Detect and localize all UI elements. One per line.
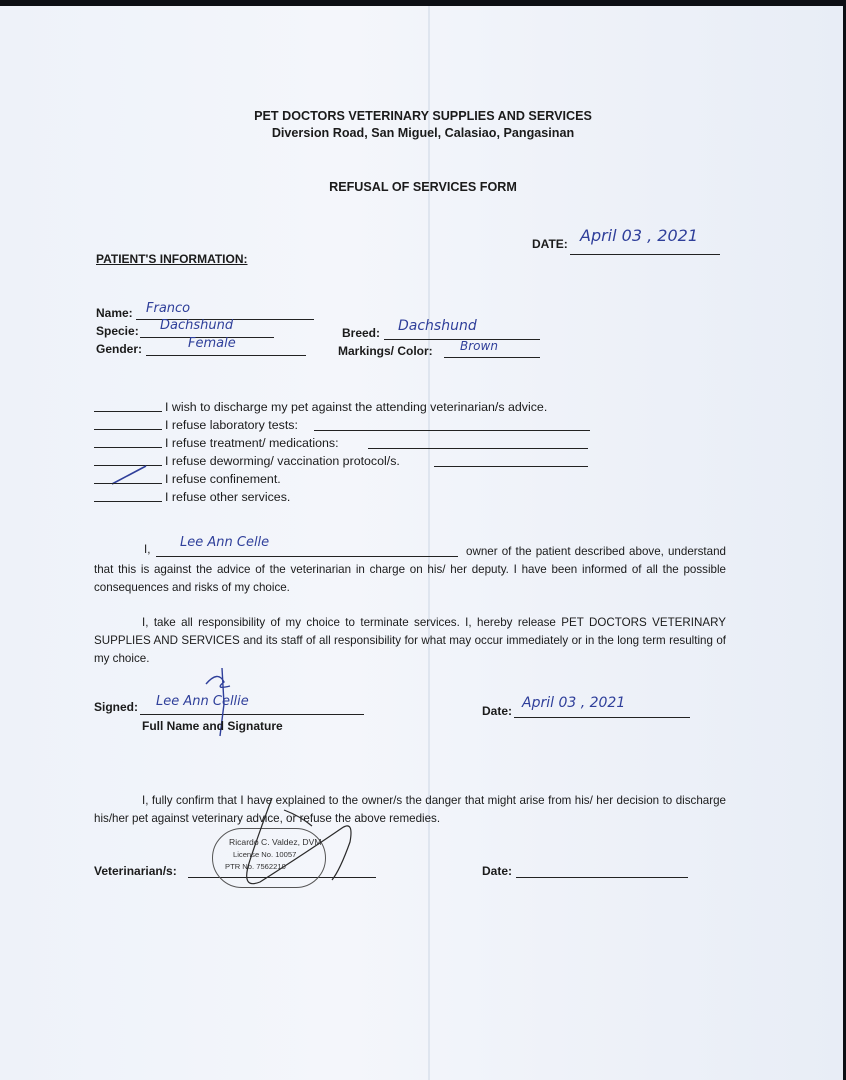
deworming-line [434, 454, 588, 467]
confirmation-paragraph: I, fully confirm that I have explained to the owner/s the danger that might arise from his/ her decision to discharge his/her pet against veterinary advice, or refuse the above remedies. [94, 794, 726, 825]
patient-section-label: PATIENT'S INFORMATION: [96, 252, 248, 266]
specie-label: Specie: [96, 324, 139, 338]
name-value: Franco [146, 301, 191, 316]
signature-date-value: April 03 , 2021 [522, 695, 626, 711]
date-value: April 03 , 2021 [580, 226, 698, 245]
specie-value: Dachshund [160, 318, 234, 333]
signed-value: Lee Ann Cellie [156, 694, 249, 709]
option-discharge: I wish to discharge my pet against the attending veterinarian/s advice. [165, 400, 548, 414]
veterinarian-date-label: Date: [482, 864, 513, 878]
gender-value: Female [188, 336, 236, 351]
owner-name-value: Lee Ann Celle [180, 535, 270, 550]
option-other-services: I refuse other services. [165, 490, 291, 504]
statement-paragraph-2: I, take all responsibility of my choice to terminate services. I, hereby release PET DOCTORS VETERINARY SUPPLIES AND SERVICES and its staff of all responsibility for what may occur immediately or in the long term resulting of my choice. [94, 616, 726, 665]
statement-paragraph-1: owner of the patient described above, understand that this is against the advice of the veterinarian in charge on his/ her deputy. I have been informed of all the possible consequences and risks of my choice. [94, 545, 726, 594]
treatment-line [368, 436, 588, 449]
signed-label: Signed: [94, 700, 138, 714]
option-check-line[interactable] [94, 417, 162, 430]
veterinarian-date-line [516, 865, 688, 878]
markings-value: Brown [460, 339, 498, 353]
option-deworming: I refuse deworming/ vaccination protocol/s. [165, 454, 400, 468]
form-title: REFUSAL OF SERVICES FORM [329, 180, 517, 194]
statement-i: I, [144, 543, 151, 556]
option-confinement: I refuse confinement. [165, 472, 281, 486]
option-check-line[interactable] [94, 489, 162, 502]
breed-label: Breed: [342, 326, 381, 340]
option-treatment: I refuse treatment/ medications: [165, 436, 339, 450]
veterinarian-label: Veterinarian/s: [94, 864, 177, 878]
stamp-name: Ricardo C. Valdez, DVM [229, 837, 322, 847]
org-name: PET DOCTORS VETERINARY SUPPLIES AND SERVICES [254, 109, 592, 123]
gender-label: Gender: [96, 342, 143, 356]
option-check-line[interactable] [94, 435, 162, 448]
option-lab-tests: I refuse laboratory tests: [165, 418, 298, 432]
option-check-line[interactable] [94, 399, 162, 412]
paper-fold [428, 0, 430, 1080]
stamp-license: License No. 10057 [233, 850, 297, 859]
date-label: DATE: [532, 237, 568, 251]
signature-caption: Full Name and Signature [142, 719, 283, 733]
lab-tests-line [314, 418, 590, 431]
markings-label: Markings/ Color: [338, 344, 433, 358]
breed-value: Dachshund [398, 318, 477, 334]
option-check-line[interactable] [94, 471, 162, 484]
name-label: Name: [96, 306, 133, 320]
scan-border-top [0, 0, 846, 6]
org-address: Diversion Road, San Miguel, Calasiao, Pangasinan [271, 126, 575, 140]
stamp-ptr: PTR No. 7562210 [225, 862, 286, 871]
veterinarian-signature-icon [220, 790, 370, 900]
signature-date-label: Date: [482, 704, 513, 718]
